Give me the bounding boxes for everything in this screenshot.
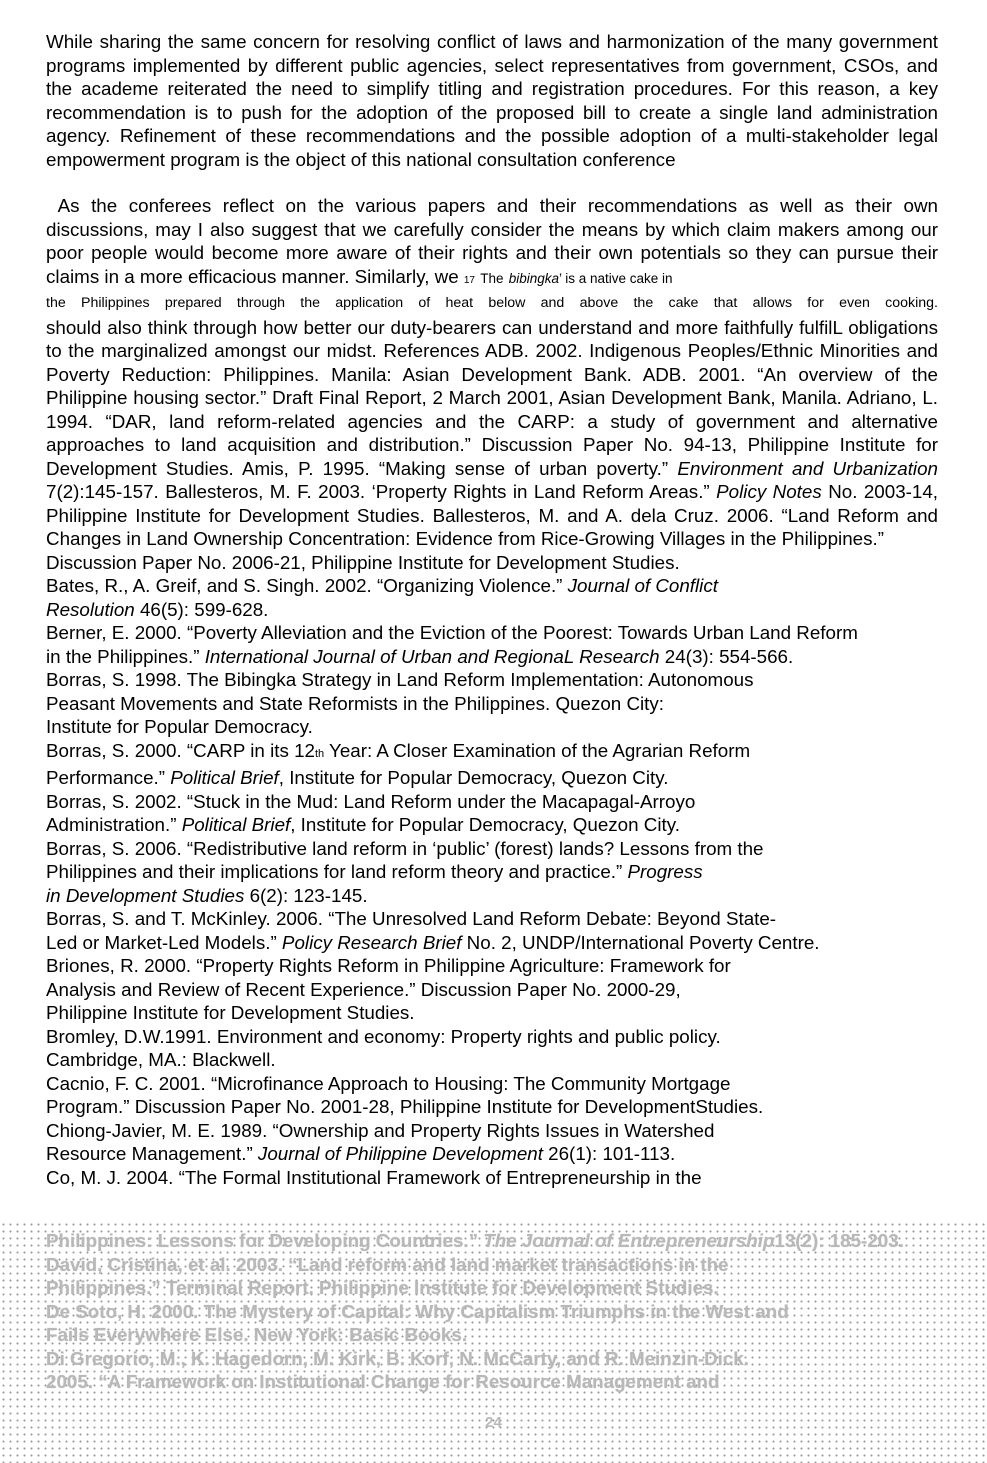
document-page	[46, 30, 938, 1189]
reference-line: Resolution 46(5): 599-628.	[46, 598, 269, 620]
faded-references	[46, 1229, 938, 1394]
footnote-number: 17	[463, 274, 475, 286]
reference-line: Program.” Discussion Paper No. 2001-28, Philippine Institute for DevelopmentStudies.	[46, 1096, 764, 1117]
footnote-text-italic: bibingka	[508, 270, 559, 286]
reference-line: Cacnio, F. C. 2001. “Microfinance Approach to Housing: The Community Mortgage	[46, 1072, 731, 1094]
faded-reference-line: Philippines: Lessons for Developing Countries.” The Journal of Entrepreneurship13(2): 185-203.	[46, 1230, 904, 1251]
paragraph-text: No. 2003-14, Philippine Institute for Development Studies. Ballesteros, M. and A. dela Cruz. 2006. “Land Reform and Changes in Land Ownership Concentration: Evidence from Rice-Growing Villages in the Philippines.”	[46, 481, 939, 549]
intro-paragraph: While sharing the same concern for resolving conflict of laws and harmonization of the many government programs implemented by different public agencies, select representatives from government, CSOs, and the academe reiterated the need to simplify titling and registration procedures. For this reason, a key recommendation is to push for the adoption of the proposed bill to create a single land administration agency. Refinement of these recommendations and the possible adoption of a multi-stakeholder legal empowerment program is the object of this national consultation conference	[46, 31, 938, 170]
reference-line: Resource Management.” Journal of Philippine Development 26(1): 101-113.	[46, 1143, 676, 1164]
faded-reference-line: Fails Everywhere Else. New York: Basic Books.	[46, 1324, 468, 1345]
footnote-line: the Philippines prepared through the application of heat below and above the cake that allows for even cooking.	[46, 295, 938, 311]
paragraph-text: 7(2):145-157. Ballesteros, M. F. 2003. ‘Property Rights in Land Reform Areas.”	[46, 481, 710, 502]
reference-line: Bromley, D.W.1991. Environment and economy: Property rights and public policy.	[46, 1025, 721, 1047]
reference-line: Institute for Popular Democracy.	[46, 716, 313, 737]
reference-line: Briones, R. 2000. “Property Rights Reform in Philippine Agriculture: Framework for	[46, 955, 731, 976]
references-list	[46, 551, 938, 1190]
footnote-text: The	[480, 270, 504, 286]
reference-line: Borras, S. 2006. “Redistributive land reform in ‘public’ (forest) lands? Lessons from the	[46, 837, 764, 859]
reference-line: Discussion Paper No. 2006-21, Philippine Institute for Development Studies.	[46, 551, 680, 573]
reference-line: Performance.” Political Brief, Institute for Popular Democracy, Quezon City.	[46, 767, 669, 788]
reference-line: Borras, S. 2002. “Stuck in the Mud: Land Reform under the Macapagal-Arroyo	[46, 790, 696, 812]
reference-line: Berner, E. 2000. “Poverty Alleviation and the Eviction of the Poorest: Towards Urban Land Reform	[46, 622, 858, 643]
footnote-text: ’ is a native cake in	[558, 270, 673, 286]
reference-line: Co, M. J. 2004. “The Formal Institutional Framework of Entrepreneurship in the	[46, 1166, 702, 1188]
reference-line: Peasant Movements and State Reformists in the Philippines. Quezon City:	[46, 692, 665, 714]
reference-line: Borras, S. and T. McKinley. 2006. “The Unresolved Land Reform Debate: Beyond State-	[46, 908, 777, 929]
faded-reference-line: Philippines.” Terminal Report. Philippine Institute for Development Studies.	[46, 1277, 719, 1298]
reference-line: in Development Studies 6(2): 123-145.	[46, 884, 368, 906]
journal-title: Policy Notes	[716, 481, 822, 502]
journal-title: Environment and Urbanization	[677, 457, 938, 479]
reference-line: Philippine Institute for Development Studies.	[46, 1002, 415, 1023]
faded-reference-line: De Soto, H. 2000. The Mystery of Capital: Why Capitalism Triumphs in the West and	[46, 1300, 789, 1322]
paragraph-text: should also think through how better our duty-bearers can understand and more faithfully fulfilL obligations to the marginalized amongst our midst. References ADB. 2002. Indigenous Peoples/Ethnic Minorities and Poverty Reduction: Philippines. Manila: Asian Development Bank. ADB. 2001. “An overview of the Philippine housing sector.” Draft Final Report, 2 March 2001, Asian Development Bank, Manila. Adriano, L. 1994. “DAR, land reform-related agencies and the CARP: a study of government and alternative approaches to land acquisition and distribution.” Discussion Paper No. 94-13, Philippine Institute for Development Studies. Amis, P. 1995. “Making sense of urban poverty.”	[46, 316, 938, 479]
reference-line: Borras, S. 1998. The Bibingka Strategy in Land Reform Implementation: Autonomous	[46, 669, 754, 690]
reference-line: Administration.” Political Brief, Institute for Popular Democracy, Quezon City.	[46, 814, 680, 835]
reference-line: Philippines and their implications for land reform theory and practice.” Progress	[46, 861, 703, 882]
reference-line: Analysis and Review of Recent Experience.” Discussion Paper No. 2000-29,	[46, 978, 681, 1000]
conferees-paragraph	[46, 194, 938, 551]
faded-reference-line: David, Cristina, et al. 2003. “Land reform and land market transactions in the	[46, 1253, 729, 1275]
faded-reference-line: Di Gregorio, M., K. Hagedorn, M. Kirk, B. Korf, N. McCarty, and R. Meinzin-Dick.	[46, 1347, 749, 1369]
reference-line: in the Philippines.” International Journal of Urban and RegionaL Research 24(3): 554-566.	[46, 645, 794, 667]
faded-reference-line: 2005. “A Framework on Institutional Change for Resource Management and	[46, 1371, 720, 1392]
paragraph-text: As the conferees reflect on the various papers and their recommendations as well as their own discussions, may I also suggest that we carefully consider the means by which claim makers among our poor people would become more aware of their rights and their own potentials so they can pursue their claims in a more efficacious manner. Similarly, we	[46, 195, 938, 287]
reference-line: Led or Market-Led Models.” Policy Research Brief No. 2, UNDP/International Poverty Centre.	[46, 931, 820, 953]
reference-line: Cambridge, MA.: Blackwell.	[46, 1049, 276, 1070]
reference-line: Borras, S. 2000. “CARP in its 12th Year: A Closer Examination of the Agrarian Reform	[46, 739, 751, 761]
page-number: 24	[485, 1414, 502, 1431]
reference-line: Chiong-Javier, M. E. 1989. “Ownership and Property Rights Issues in Watershed	[46, 1119, 715, 1141]
reference-line: Bates, R., A. Greif, and S. Singh. 2002. “Organizing Violence.” Journal of Conflict	[46, 575, 718, 596]
